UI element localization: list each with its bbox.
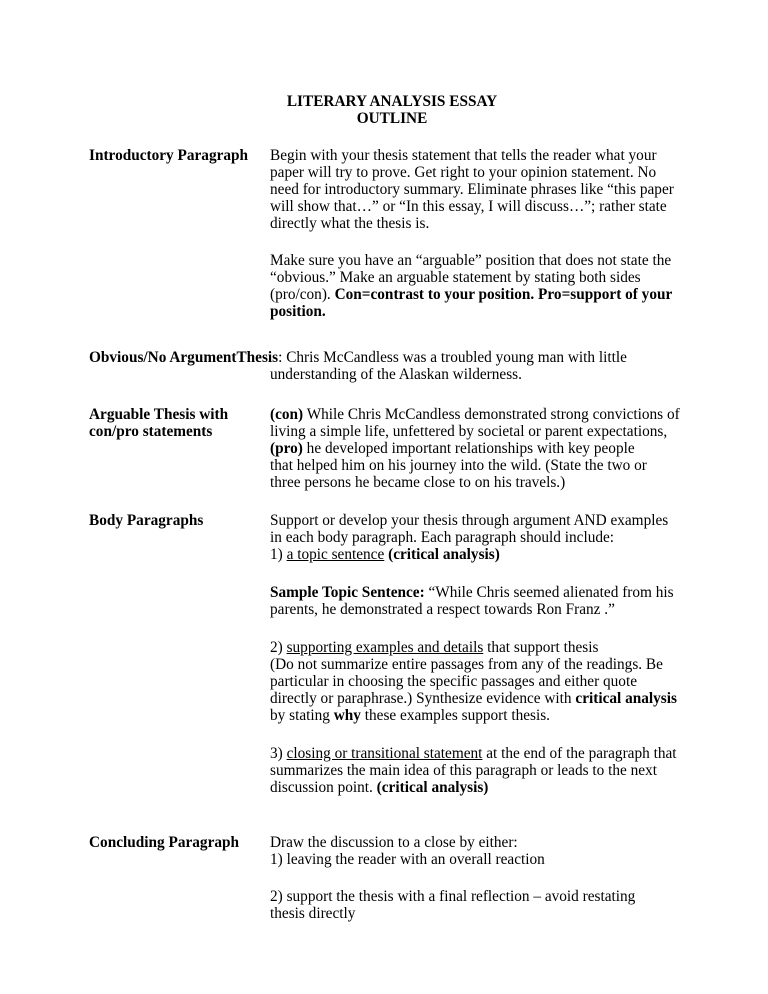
- text-line: [270, 286, 672, 303]
- text: Support or develop your thesis through argument AND examples: [270, 512, 669, 529]
- text-line: [270, 601, 615, 618]
- text-line: [270, 512, 668, 529]
- text: (Do not summarize entire passages from any of the readings. Be: [270, 656, 663, 673]
- text-line: [270, 440, 635, 457]
- text: by stating: [270, 707, 334, 724]
- text-line: [270, 779, 488, 796]
- text-line: [270, 656, 663, 673]
- underlined-text: supporting examples and details: [286, 639, 484, 656]
- text-line: [270, 406, 680, 423]
- section-label: Concluding Paragraph: [89, 834, 240, 851]
- text-line: [89, 349, 627, 366]
- text-line: [270, 423, 667, 440]
- text: 2): [270, 639, 287, 656]
- text-line: [270, 834, 518, 851]
- bold-text: (con): [270, 406, 304, 423]
- bold-text: (critical analysis): [388, 546, 500, 563]
- text: Begin with your thesis statement that tells the reader what your: [270, 147, 657, 164]
- text: “obvious.” Make an arguable statement by stating both sides: [270, 269, 641, 286]
- text-line: [270, 457, 647, 474]
- text: paper will try to prove. Get right to your opinion statement. No: [270, 164, 657, 181]
- text-line: [270, 147, 657, 164]
- text: 3): [270, 745, 287, 762]
- bold-text: why: [333, 707, 361, 724]
- section-label: Body Paragraphs: [89, 512, 204, 529]
- text: 1): [270, 546, 287, 563]
- text: While Chris McCandless demonstrated strong convictions of: [303, 406, 680, 423]
- text-line: [270, 905, 355, 922]
- underlined-text: closing or transitional statement: [286, 745, 483, 762]
- text-line: [270, 366, 522, 383]
- text: (pro/con).: [270, 286, 335, 303]
- section-label: Arguable Thesis with: [89, 406, 229, 423]
- bold-text: (pro): [270, 440, 303, 457]
- text-line: [270, 181, 674, 198]
- text: parents, he demonstrated a respect towards Ron Franz .”: [270, 601, 615, 618]
- text: summarizes the main idea of this paragraph or leads to the next: [270, 762, 657, 779]
- text-line: [270, 474, 565, 491]
- text: that helped him on his journey into the wild. (State the two or: [270, 457, 647, 474]
- document-title: LITERARY ANALYSIS ESSAY: [286, 93, 498, 110]
- text-line: [270, 303, 326, 320]
- text: he developed important relationships with key people: [302, 440, 635, 457]
- text: three persons he became close to on his travels.): [270, 474, 566, 491]
- text: directly or paraphrase.) Synthesize evidence with: [270, 690, 576, 707]
- underlined-text: a topic sentence: [286, 546, 385, 563]
- text: that support thesis: [483, 639, 599, 656]
- text: need for introductory summary. Eliminate phrases like “this paper: [270, 181, 674, 198]
- text: thesis directly: [270, 905, 356, 922]
- bold-text: Con=contrast to your position. Pro=support of your: [334, 286, 673, 303]
- bold-text: position.: [270, 303, 326, 320]
- bold-text: Sample Topic Sentence:: [270, 584, 425, 601]
- bold-text: Obvious/No ArgumentThesis: [89, 349, 279, 366]
- text-line: [270, 164, 656, 181]
- text: will show that…” or “In this essay, I will discuss…”; rather state: [270, 198, 667, 215]
- text-line: [270, 745, 677, 762]
- text: discussion point.: [270, 779, 377, 796]
- text: directly what the thesis is.: [270, 215, 430, 232]
- text-line: [270, 888, 635, 905]
- text: at the end of the paragraph that: [482, 745, 677, 762]
- document-subtitle: OUTLINE: [356, 110, 428, 127]
- text: : Chris McCandless was a troubled young man with little: [278, 349, 627, 366]
- text-line: [270, 198, 667, 215]
- text: 2) support the thesis with a final reflection – avoid restating: [270, 888, 636, 905]
- text-line: [270, 673, 637, 690]
- bold-text: critical analysis: [575, 690, 677, 707]
- text-line: [270, 707, 550, 724]
- text-line: [270, 690, 677, 707]
- text-line: [270, 529, 614, 546]
- text-line: [270, 269, 641, 286]
- text-line: [270, 252, 671, 269]
- text: 1) leaving the reader with an overall reaction: [270, 851, 545, 868]
- text: Make sure you have an “arguable” position that does not state the: [270, 252, 672, 269]
- bold-text: (critical analysis): [376, 779, 489, 796]
- text: understanding of the Alaskan wilderness.: [270, 366, 522, 383]
- text: living a simple life, unfettered by societal or parent expectations,: [270, 423, 668, 440]
- text: in each body paragraph. Each paragraph should include:: [270, 529, 615, 546]
- text-line: [270, 851, 545, 868]
- text-line: [270, 762, 657, 779]
- text: “While Chris seemed alienated from his: [424, 584, 674, 601]
- text-line: [270, 215, 429, 232]
- text-line: [270, 546, 500, 563]
- text-line: [270, 639, 598, 656]
- text: Draw the discussion to a close by either:: [270, 834, 518, 851]
- text-line: [270, 584, 674, 601]
- text: these examples support thesis.: [360, 707, 551, 724]
- text: particular in choosing the specific passages and either quote: [270, 673, 637, 690]
- section-label: con/pro statements: [89, 423, 213, 440]
- section-label: Introductory Paragraph: [89, 147, 249, 164]
